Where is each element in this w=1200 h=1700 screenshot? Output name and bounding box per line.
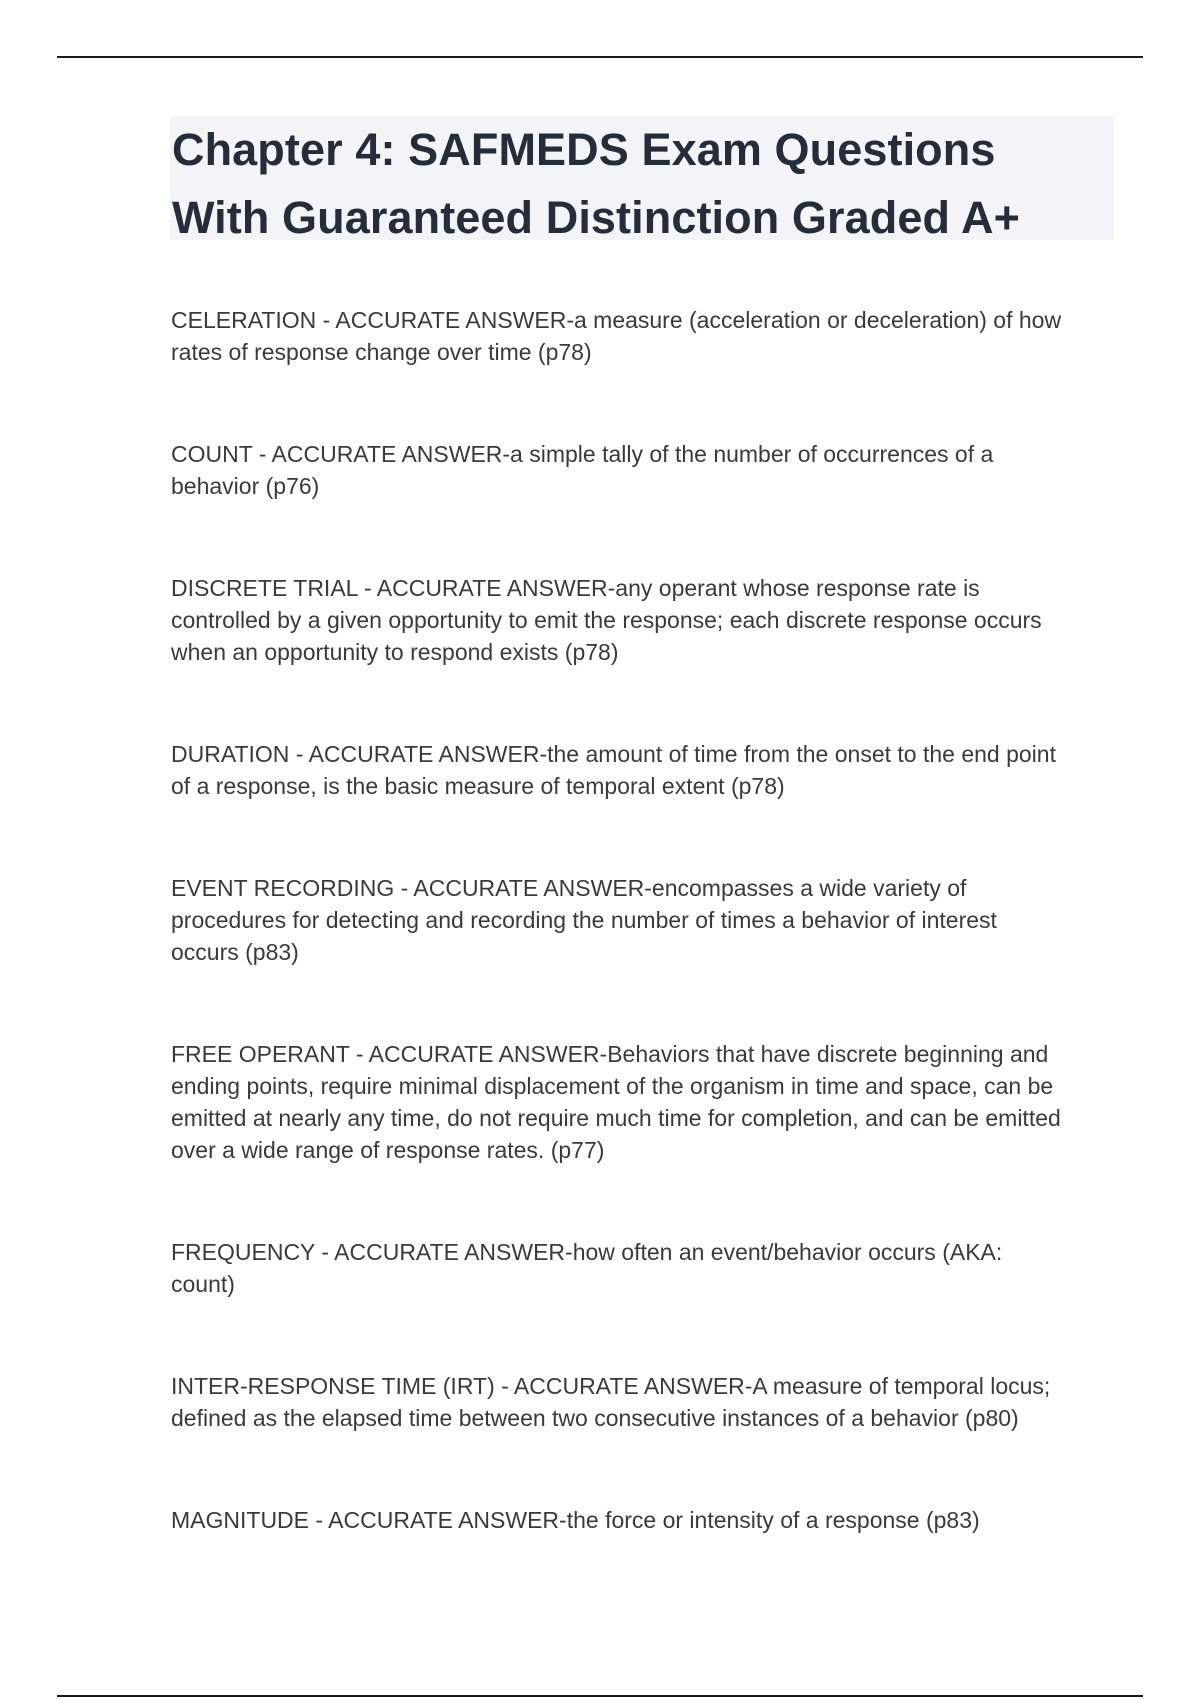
bottom-rule: [57, 1695, 1143, 1697]
entry-line: count): [171, 1271, 235, 1297]
glossary-entry: [171, 1038, 1121, 1166]
title-line-2: With Guaranteed Distinction Graded A+: [172, 192, 1020, 243]
title-line-1: Chapter 4: SAFMEDS Exam Questions: [172, 124, 996, 175]
glossary-entry: [171, 1504, 1121, 1536]
entry-line: FREE OPERANT - ACCURATE ANSWER-Behaviors that have discrete beginning and: [171, 1041, 1049, 1067]
top-rule: [57, 56, 1143, 58]
glossary-entry: [171, 738, 1121, 802]
document-title: [170, 116, 1114, 252]
entry-line: DISCRETE TRIAL - ACCURATE ANSWER-any operant whose response rate is: [171, 575, 980, 601]
entry-line: ending points, require minimal displacement of the organism in time and space, can be: [171, 1073, 1054, 1099]
entry-line: COUNT - ACCURATE ANSWER-a simple tally of the number of occurrences of a: [171, 441, 994, 467]
glossary-entry: [171, 438, 1121, 502]
glossary-entry: [171, 1236, 1121, 1300]
entry-line: occurs (p83): [171, 939, 299, 965]
entry-line: MAGNITUDE - ACCURATE ANSWER-the force or intensity of a response (p83): [171, 1507, 980, 1533]
entry-line: FREQUENCY - ACCURATE ANSWER-how often an event/behavior occurs (AKA:: [171, 1239, 1003, 1265]
entry-line: defined as the elapsed time between two consecutive instances of a behavior (p80): [171, 1405, 1019, 1431]
entry-line: of a response, is the basic measure of temporal extent (p78): [171, 773, 785, 799]
entry-line: CELERATION - ACCURATE ANSWER-a measure (acceleration or deceleration) of how: [171, 307, 1062, 333]
glossary-entry: [171, 1370, 1121, 1434]
entry-line: controlled by a given opportunity to emit the response; each discrete response occurs: [171, 607, 1042, 633]
entry-list: [171, 304, 1121, 1606]
entry-line: DURATION - ACCURATE ANSWER-the amount of time from the onset to the end point: [171, 741, 1056, 767]
entry-line: emitted at nearly any time, do not require much time for completion, and can be emitted: [171, 1105, 1061, 1131]
entry-line: behavior (p76): [171, 473, 320, 499]
entry-line: INTER-RESPONSE TIME (IRT) - ACCURATE ANSWER-A measure of temporal locus;: [171, 1373, 1051, 1399]
entry-line: when an opportunity to respond exists (p78): [171, 639, 619, 665]
title-block: [170, 116, 1114, 243]
entry-line: over a wide range of response rates. (p77): [171, 1137, 605, 1163]
entry-line: procedures for detecting and recording the number of times a behavior of interest: [171, 907, 997, 933]
entry-line: EVENT RECORDING - ACCURATE ANSWER-encompasses a wide variety of: [171, 875, 967, 901]
glossary-entry: [171, 304, 1121, 368]
glossary-entry: [171, 572, 1121, 668]
glossary-entry: [171, 872, 1121, 968]
entry-line: rates of response change over time (p78): [171, 339, 592, 365]
